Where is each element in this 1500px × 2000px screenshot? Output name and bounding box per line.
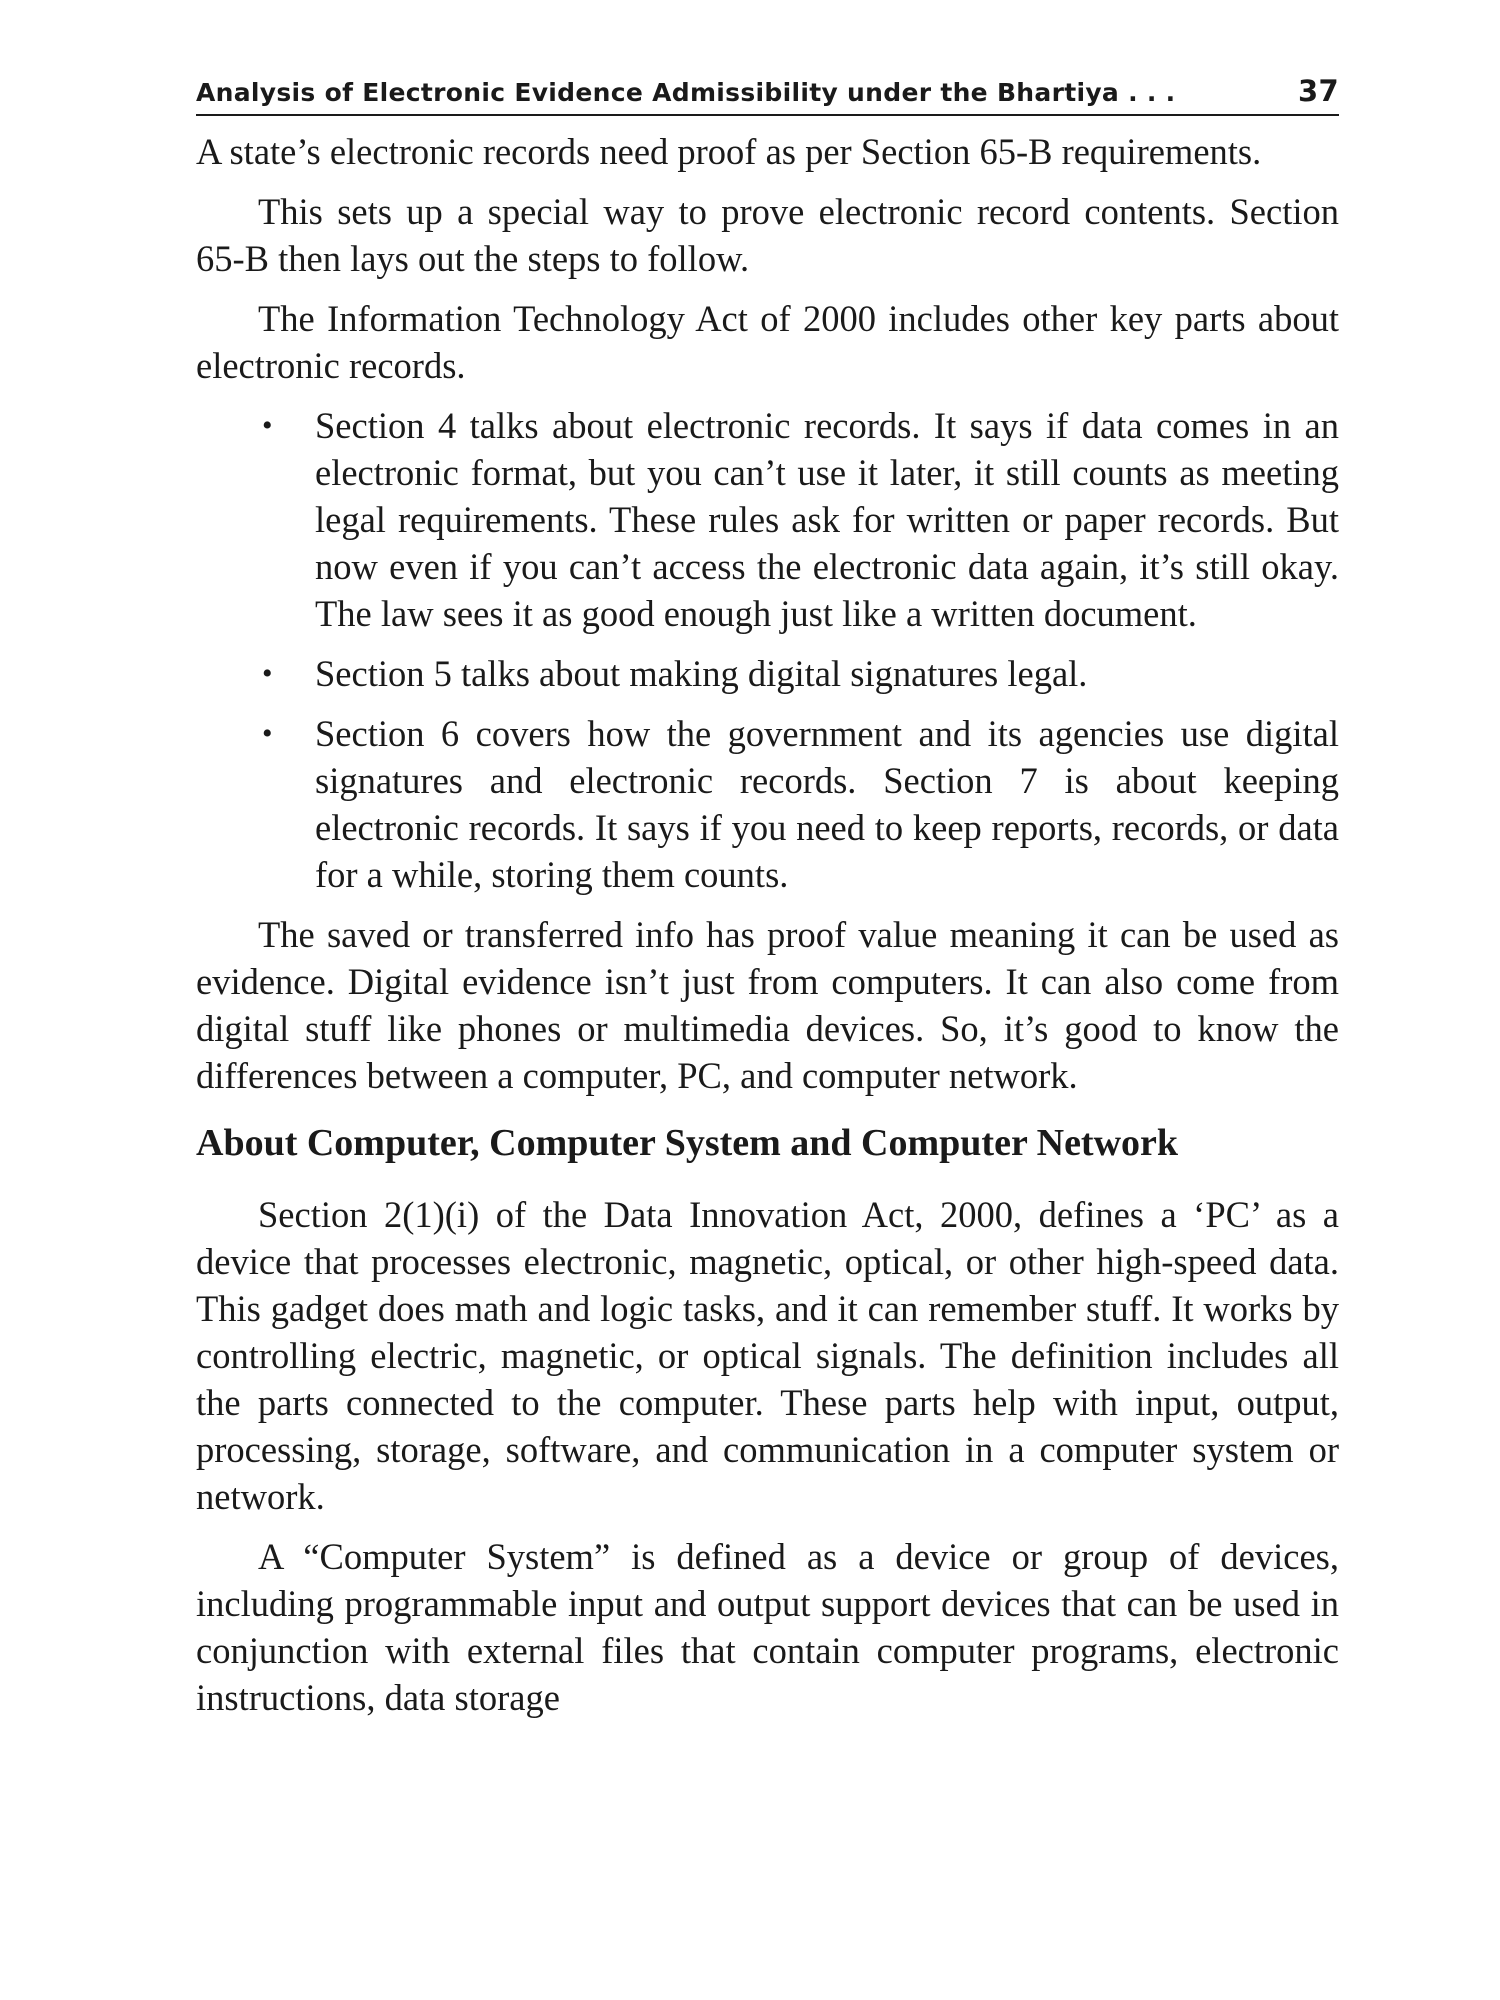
page-number: 37 — [1298, 74, 1339, 108]
paragraph-computer-system: A “Computer System” is defined as a device or group of devices, including programmable input and output support devices that can be used in conjunction with external files that contain computer programs, electronic instructions, data storage — [196, 1536, 1339, 1718]
list-item-text: Section 5 talks about making digital signatures legal. — [315, 653, 1088, 694]
paragraph-evidence-value: The saved or transferred info has proof value meaning it can be used as evidence. Digital evidence isn’t just from computers. It can also come from digital stuff like phones or multimedia devices. So, it’s good to know the differences between a computer, PC, and computer network. — [196, 914, 1339, 1096]
page-body — [196, 128, 1339, 1721]
paragraph-special-way: This sets up a special way to prove electronic record contents. Section 65-B then lays out the steps to follow. — [196, 191, 1339, 279]
bullet-list — [196, 402, 1339, 898]
bullet-icon: • — [262, 717, 273, 750]
list-item — [196, 402, 1339, 637]
paragraph-it-act: The Information Technology Act of 2000 includes other key parts about electronic records. — [196, 298, 1339, 386]
running-title: Analysis of Electronic Evidence Admissibility under the Bhartiya . . . — [196, 78, 1176, 107]
section-heading: About Computer, Computer System and Computer Network — [196, 1122, 1179, 1164]
running-header — [196, 74, 1339, 116]
list-item — [196, 710, 1339, 898]
list-item-text: Section 6 covers how the government and its agencies use digital signatures and electronic records. Section 7 is about keeping electronic records. It says if you need to keep reports, records, or data for a while, storing them counts. — [315, 713, 1339, 895]
paragraph-state-records: A state’s electronic records need proof as per Section 65-B requirements. — [196, 131, 1262, 172]
bullet-icon: • — [262, 657, 273, 690]
book-page — [196, 74, 1339, 1734]
list-item-text: Section 4 talks about electronic records. It says if data comes in an electronic format, but you can’t use it later, it still counts as meeting legal requirements. These rules ask for written or paper records. But now even if you can’t access the electronic data again, it’s still okay. The law sees it as good enough just like a written document. — [315, 405, 1339, 634]
bullet-icon: • — [262, 409, 273, 442]
paragraph-pc-definition: Section 2(1)(i) of the Data Innovation Act, 2000, defines a ‘PC’ as a device that processes electronic, magnetic, optical, or other high-speed data. This gadget does math and logic tasks, and it can remember stuff. It works by controlling electric, magnetic, or optical signals. The definition includes all the parts connected to the computer. These parts help with input, output, processing, storage, software, and communication in a computer system or network. — [196, 1194, 1339, 1517]
list-item — [196, 650, 1339, 697]
